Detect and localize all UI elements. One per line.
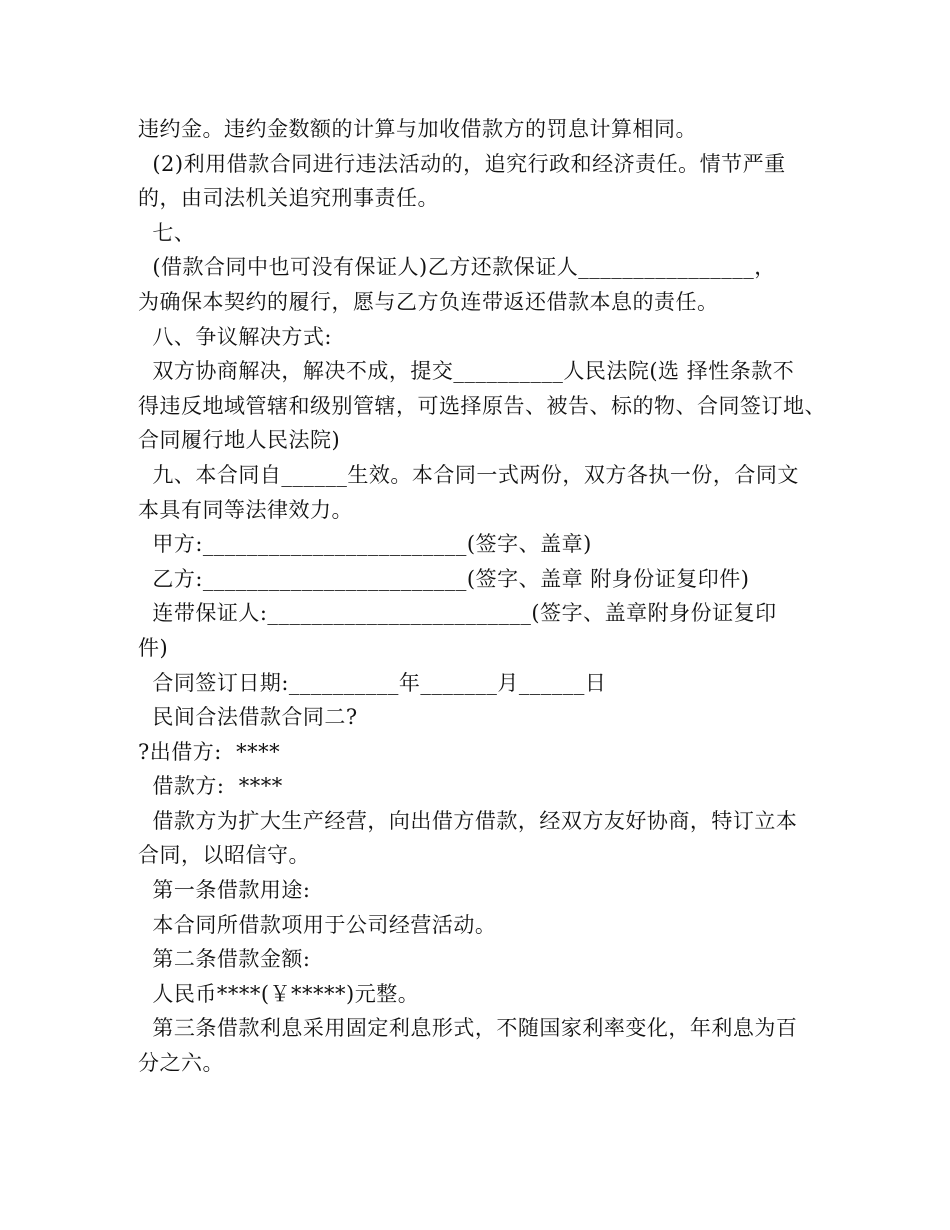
text-line: 合同履行地人民法院) [138, 428, 341, 453]
text-line: ?出借方: **** [138, 739, 281, 764]
text-line: 第一条借款用途: [138, 878, 311, 903]
text-line: 甲方:________________________(签字、盖章) [138, 532, 592, 557]
text-line: 双方协商解决，解决不成，提交__________人民法院(选 择性条款不 [138, 359, 795, 384]
text-line: 借款方为扩大生产经营，向出借方借款，经双方友好协商，特订立本 [138, 808, 798, 833]
text-line: 民间合法借款合同二? [138, 705, 358, 730]
text-line: 第三条借款利息采用固定利息形式，不随国家利率变化，年利息为百 [138, 1016, 798, 1041]
text-line: 九、本合同自______生效。本合同一式两份，双方各执一份，合同文 [138, 462, 799, 487]
text-line: 本合同所借款项用于公司经营活动。 [138, 912, 497, 937]
text-line: (2)利用借款合同进行违法活动的，追究行政和经济责任。情节严重 [138, 151, 786, 176]
document-body [138, 112, 828, 1081]
text-line: 件) [138, 635, 169, 660]
text-line: 合同签订日期:__________年_______月______日 [138, 670, 607, 695]
text-line: 本具有同等法律效力。 [138, 497, 353, 522]
text-line: 七、 [138, 220, 196, 245]
text-line: 乙方:________________________(签字、盖章 附身份证复印件) [138, 566, 750, 591]
text-line: 得违反地域管辖和级别管辖，可选择原告、被告、标的物、合同签订地、 [138, 393, 826, 418]
text-line: 八、争议解决方式: [138, 324, 332, 349]
text-line: 合同，以昭信守。 [138, 843, 310, 868]
text-line: 第二条借款金额: [138, 947, 311, 972]
text-line: 分之六。 [138, 1051, 224, 1076]
text-line: (借款合同中也可没有保证人)乙方还款保证人________________， [138, 255, 776, 280]
text-line: 借款方: **** [138, 774, 283, 799]
text-line: 人民币****(￥*****)元整。 [138, 981, 420, 1006]
text-line: 的，由司法机关追究刑事责任。 [138, 186, 439, 211]
text-line: 违约金。违约金数额的计算与加收借款方的罚息计算相同。 [138, 117, 697, 141]
text-line: 连带保证人:________________________(签字、盖章附身份证复印 [138, 601, 777, 626]
text-line: 为确保本契约的履行，愿与乙方负连带返还借款本息的责任。 [138, 289, 719, 314]
